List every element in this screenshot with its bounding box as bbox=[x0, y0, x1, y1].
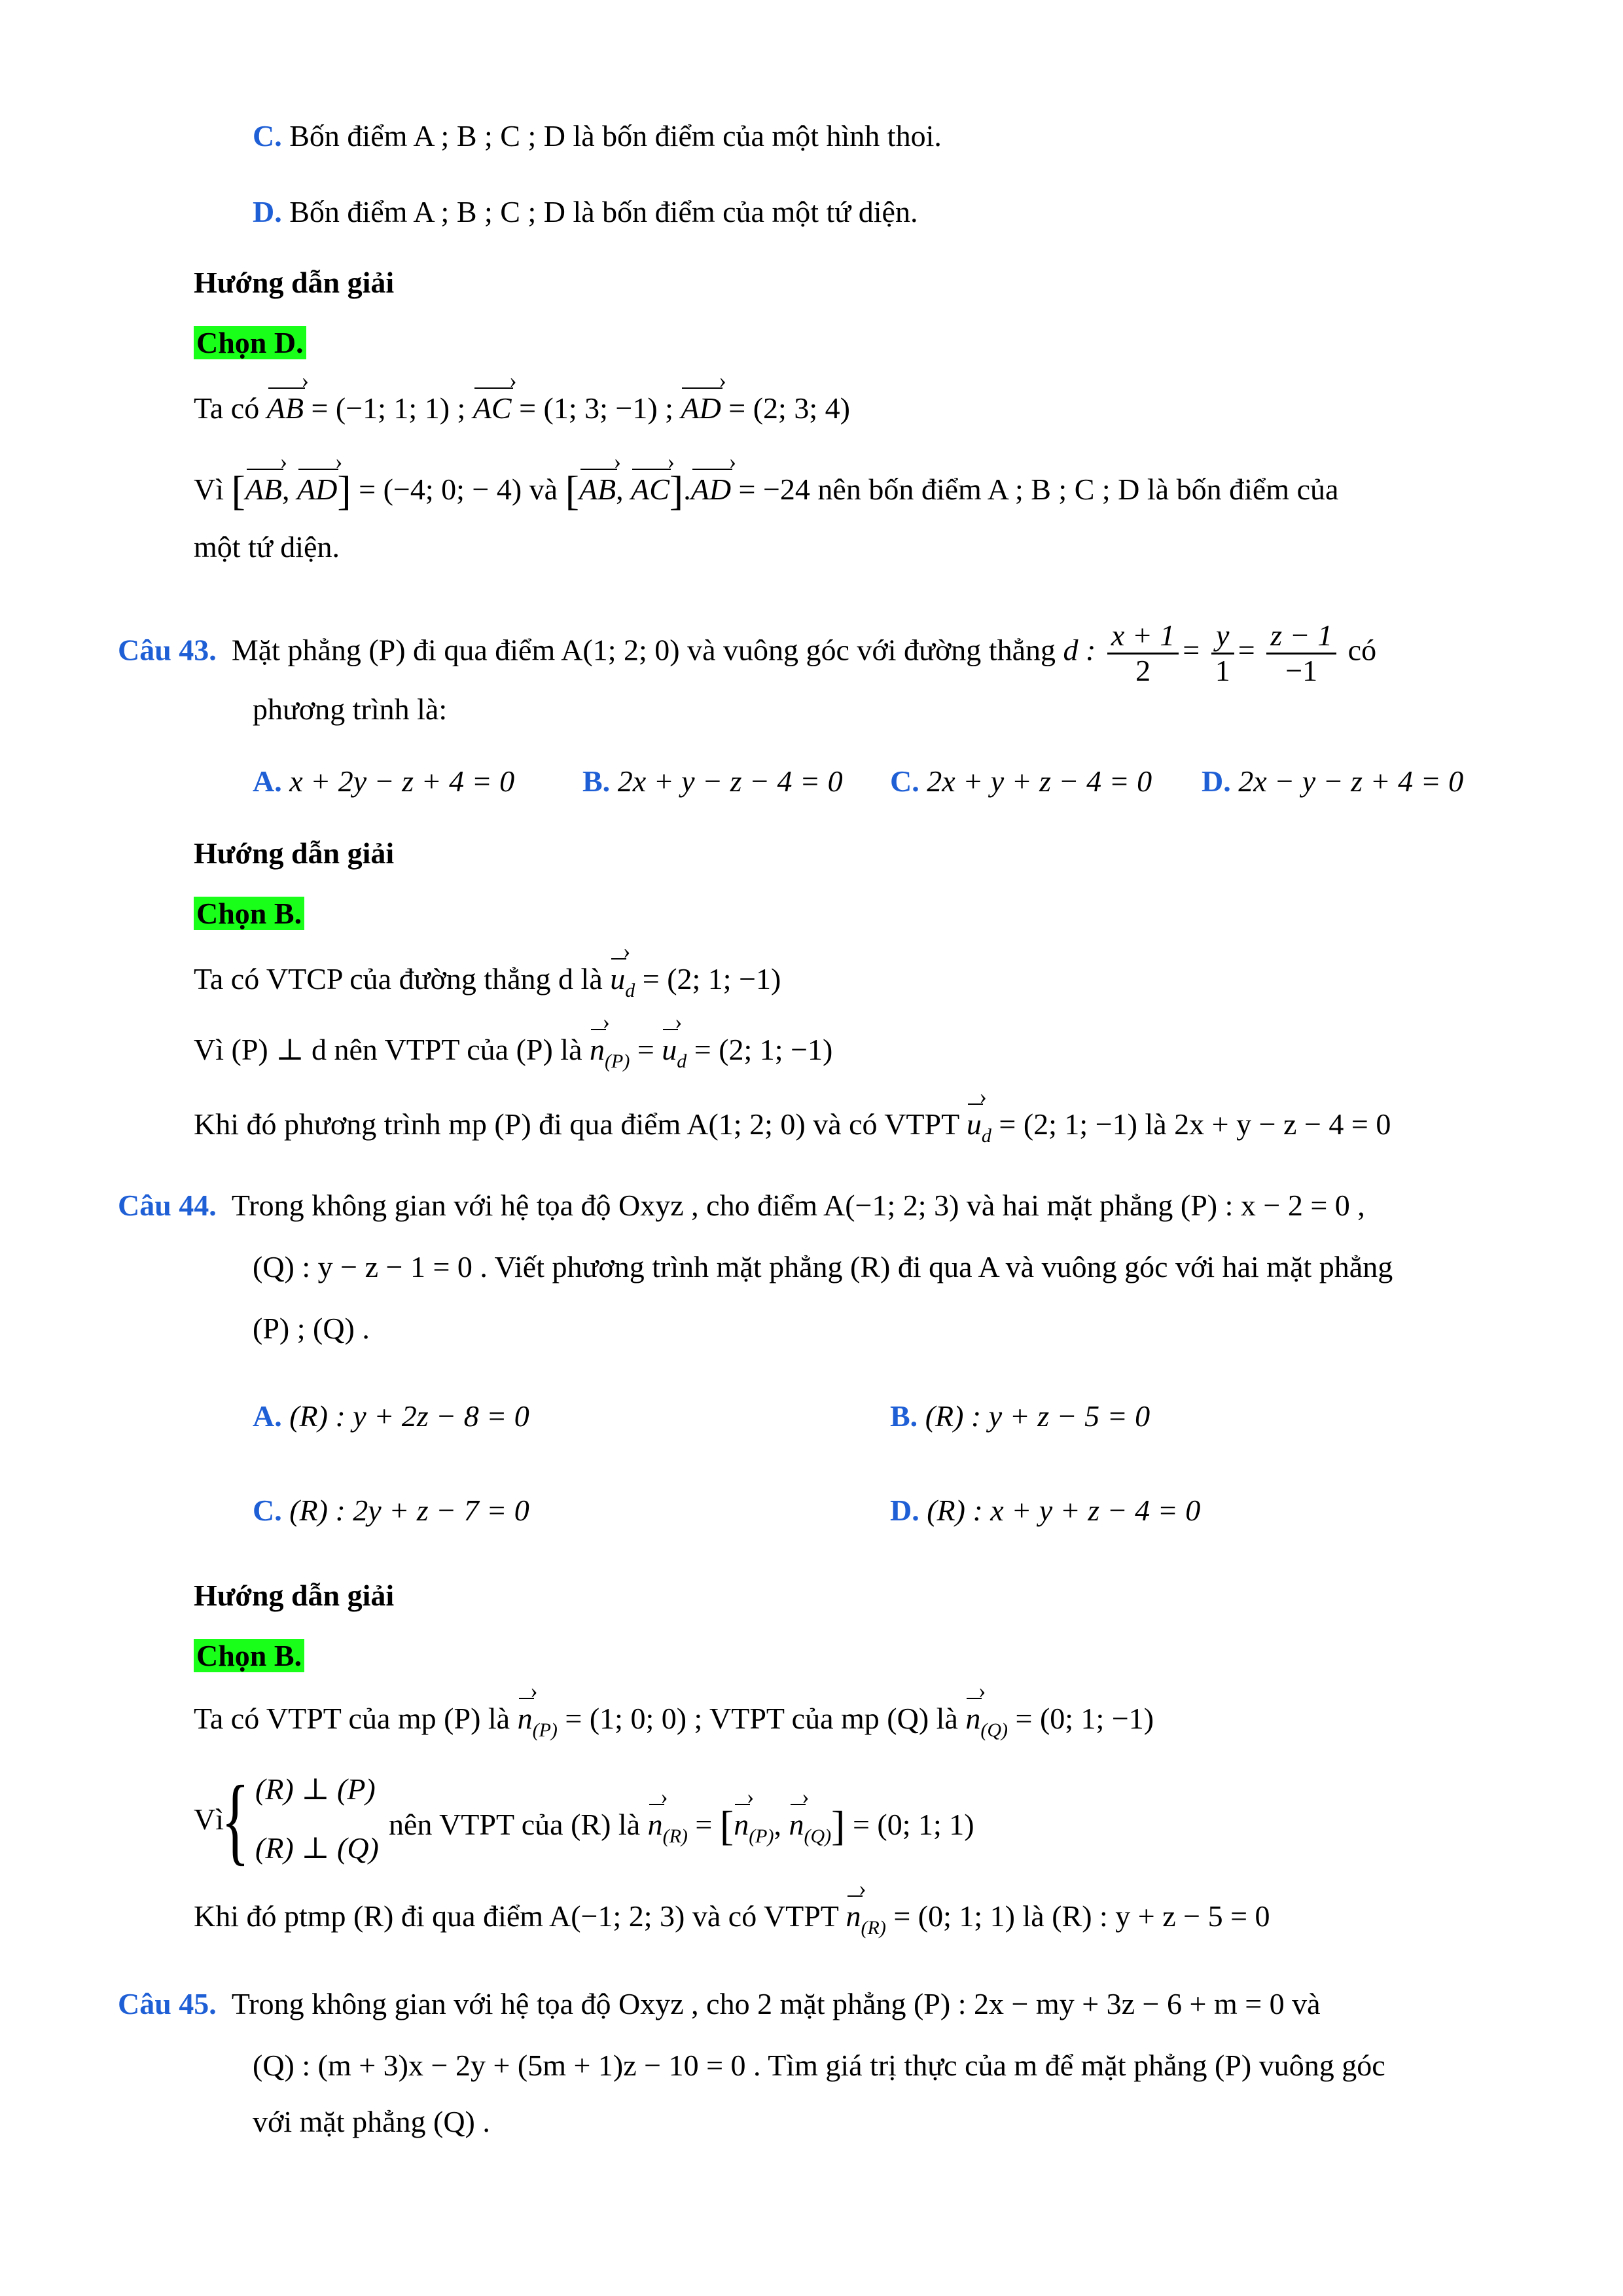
q43-fraction-2: $\frac{y}{1}$ bbox=[1211, 619, 1234, 687]
q42-option-c bbox=[253, 118, 942, 154]
q42-option-d bbox=[253, 194, 918, 230]
q44-stem-3: (P) ; (Q) . bbox=[253, 1312, 370, 1345]
q42-sol1-ac: = (1; 3; −1) ; bbox=[519, 391, 673, 425]
q42-choice-highlight: Chọn D. bbox=[194, 326, 306, 359]
q44-option-a: A. (R) : y + 2z − 8 = 0 bbox=[253, 1399, 529, 1433]
q42-solution-line-2: Vì [AB ›, AD ›] = (−4; 0; − 4) và [AB ›, AC ›].AD › = −24 nên bốn điểm A ; B ; C ; D là bốn điểm của bbox=[194, 466, 1338, 516]
q43-guide-heading: Hướng dẫn giải bbox=[194, 836, 395, 870]
q44-solution-line-3: Khi đó ptmp (R) đi qua điểm A(−1; 2; 3) và có VTPT n $›_{(R)} = (0$; 1; 1) là (R) : y + z − 5 = 0 bbox=[194, 1898, 1270, 1940]
q44-solution-line-1: Ta có VTPT của mp (P) là n $›_{(P)} = (1$; 0; 0) ; VTPT của mp (Q) là n $›_{(Q)} = (0$; 1; −1) bbox=[194, 1700, 1154, 1742]
q42-sol1-ab: = (−1; 1; 1) ; bbox=[311, 391, 466, 425]
q42-guide-heading: Hướng dẫn giải bbox=[194, 266, 395, 299]
q43-option-a: A. x + 2y − z + 4 = 0 bbox=[253, 764, 515, 798]
q44-option-b: B. (R) : y + z − 5 = 0 bbox=[890, 1399, 1150, 1433]
q44-guide-heading: Hướng dẫn giải bbox=[194, 1579, 395, 1612]
q44-solution-vi: Vì bbox=[194, 1803, 224, 1836]
q42-option-d-text: Bốn điểm A ; B ; C ; D là bốn điểm của một tứ diện. bbox=[289, 195, 918, 228]
q43-fraction-3: $\frac{z - 1}{-1}$ bbox=[1266, 619, 1336, 687]
q44-option-c: C. (R) : 2y + z − 7 = 0 bbox=[253, 1494, 529, 1527]
q42-sol2-eq1: = (−4; 0; − 4) và bbox=[359, 473, 558, 506]
q43-answer-choice: Chọn B. bbox=[194, 895, 304, 931]
q45-stem-3: với mặt phẳng (Q) . bbox=[253, 2105, 490, 2138]
q42-option-d-label: D. bbox=[253, 195, 282, 228]
q44-system-row-1: (R) ⊥ (P) bbox=[255, 1772, 376, 1806]
q43-stem-pre: Mặt phẳng (P) đi qua điểm A(1; 2; 0) và vuông góc với đường thẳng bbox=[231, 633, 1056, 667]
q43-stem-cont: phương trình là: bbox=[253, 692, 448, 726]
q42-option-c-label: C. bbox=[253, 119, 282, 152]
system-brace: { bbox=[221, 1766, 250, 1874]
q43-solution-line-2: Vì (P) ⊥ d nên VTPT của (P) là n $›_{(P)} = u$ $›_d = (2$; 1; −1) bbox=[194, 1031, 832, 1073]
q43-solution-line-1: Ta có VTCP của đường thẳng d là u $›_d = (2$; 1; −1) bbox=[194, 961, 781, 1003]
q44-solution-line-2: nên VTPT của (R) là n $›_{(R)} = [n$ $›_{(P)}$, n $›_{(Q)}] = (0$; 1; 1) bbox=[389, 1801, 974, 1852]
q42-sol2-eq2: = −24 nên bốn điểm A ; B ; C ; D là bốn điểm của bbox=[738, 473, 1339, 506]
q42-sol1-ad: = (2; 3; 4) bbox=[728, 391, 850, 425]
q43-stem: Câu 43. Mặt phẳng (P) đi qua điểm A(1; 2; 0) và vuông góc với đường thẳng d : $\frac{x + 1}{2}$ = $\frac{y}{1}$ = $\frac{z - 1}{-1}$ có bbox=[118, 619, 1377, 687]
q44-answer-choice: Chọn B. bbox=[194, 1638, 304, 1674]
vector-AC: AC › bbox=[473, 390, 512, 426]
q45-stem-2: (Q) : (m + 3)x − 2y + (5m + 1)z − 10 = 0 . Tìm giá trị thực của m để mặt phẳng (P) vuông góc bbox=[253, 2049, 1385, 2082]
q43-option-d: D. 2x − y − z + 4 = 0 bbox=[1202, 764, 1464, 798]
q44-stem-2: (Q) : y − z − 1 = 0 . Viết phương trình mặt phẳng (R) đi qua A và vuông góc với hai mặt phẳng bbox=[253, 1250, 1393, 1283]
q45-label: Câu 45. bbox=[118, 1987, 217, 2020]
q44-option-d: D. (R) : x + y + z − 4 = 0 bbox=[890, 1494, 1201, 1527]
q42-sol1-pre: Ta có bbox=[194, 391, 260, 425]
q43-label: Câu 43. bbox=[118, 633, 217, 667]
q43-fraction-1: $\frac{x + 1}{2}$ bbox=[1107, 619, 1179, 687]
q45-stem-1: Câu 45. Trong không gian với hệ tọa độ Oxyz , cho 2 mặt phẳng (P) : 2x − my + 3z − 6 + m = 0 và bbox=[118, 1987, 1321, 2020]
vector-AD: AD › bbox=[681, 390, 721, 426]
vector-AB: AB › bbox=[267, 390, 304, 426]
q43-option-b: B. 2x + y − z − 4 = 0 bbox=[582, 764, 843, 798]
q44-label: Câu 44. bbox=[118, 1189, 217, 1222]
q43-option-c: C. 2x + y + z − 4 = 0 bbox=[890, 764, 1152, 798]
q42-solution-line-1 bbox=[194, 390, 850, 426]
q44-system-row-2: (R) ⊥ (Q) bbox=[255, 1831, 379, 1865]
q44-stem-1: Câu 44. Trong không gian với hệ tọa độ Oxyz , cho điểm A(−1; 2; 3) và hai mặt phẳng (P) : x − 2 = 0 , bbox=[118, 1189, 1365, 1222]
q42-option-c-text: Bốn điểm A ; B ; C ; D là bốn điểm của một hình thoi. bbox=[289, 119, 942, 152]
q43-solution-line-3: Khi đó phương trình mp (P) đi qua điểm A(1; 2; 0) và có VTPT u $›_d = (2$; 1; −1) là 2x + y − z − 4 = 0 bbox=[194, 1106, 1391, 1148]
q42-answer-choice bbox=[194, 325, 306, 361]
q43-d-label: d : bbox=[1063, 633, 1096, 667]
q43-stem-post: có bbox=[1347, 633, 1377, 667]
q42-sol2-pre: Vì bbox=[194, 473, 224, 506]
q42-solution-line-3: một tứ diện. bbox=[194, 530, 340, 564]
